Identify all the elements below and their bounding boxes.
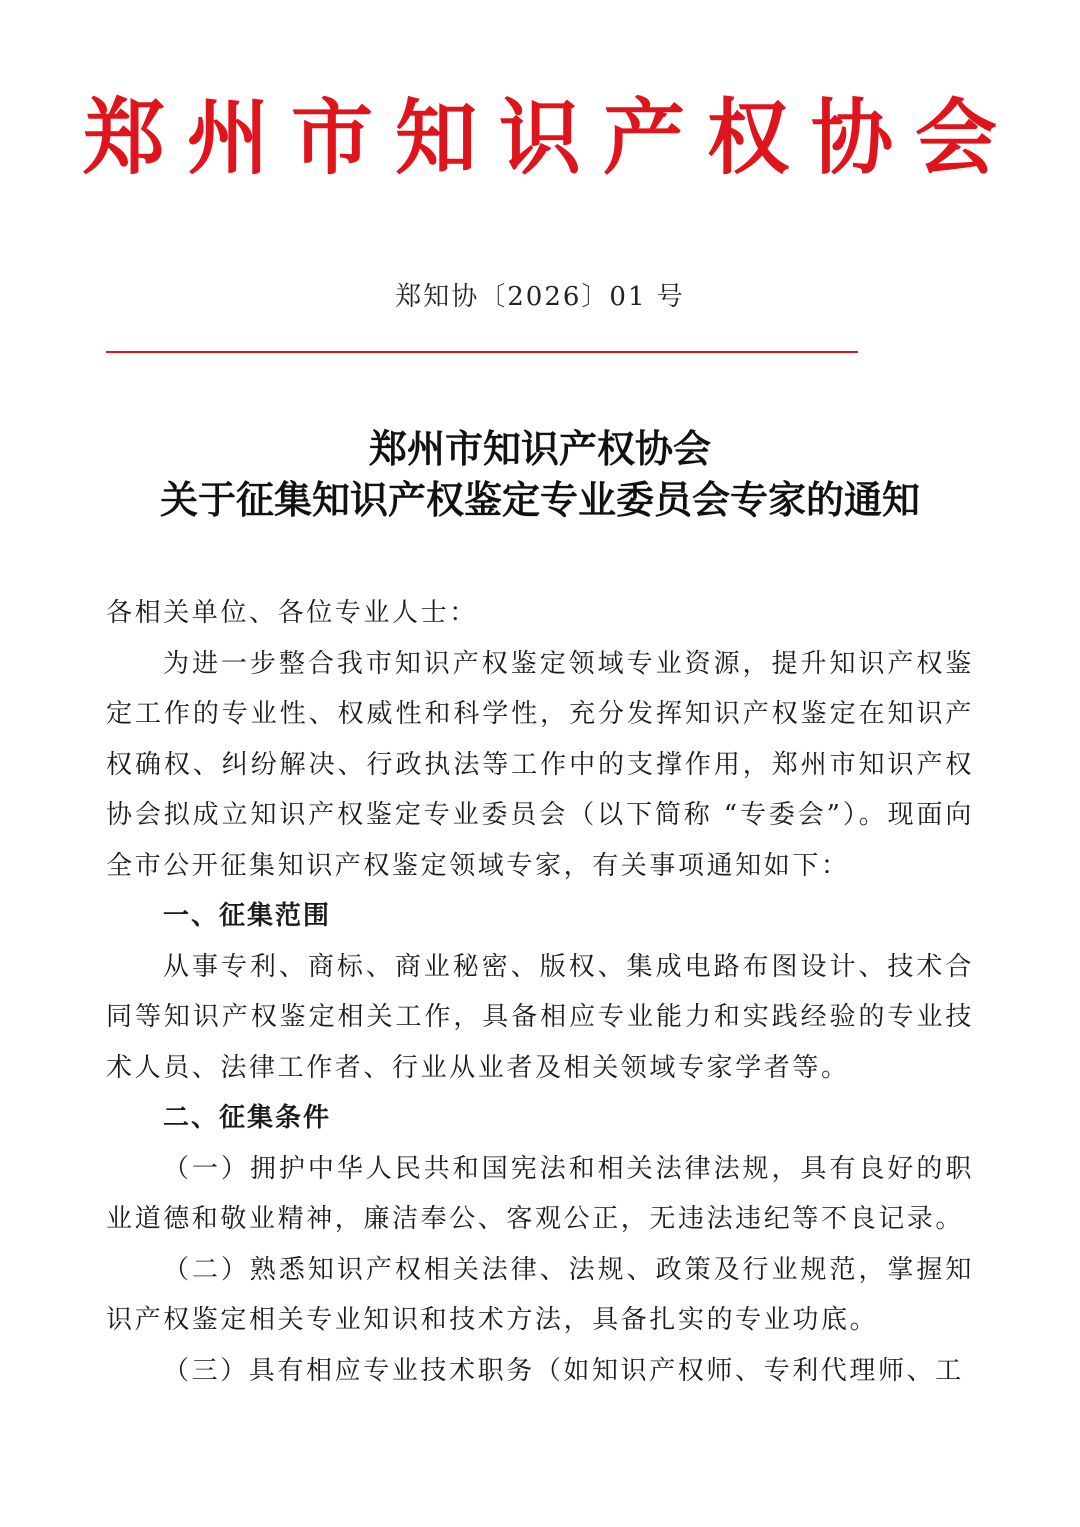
salutation: 各相关单位、各位专业人士：	[106, 598, 478, 628]
intro-paragraph: 为进一步整合我市知识产权鉴定领域专业资源，提升知识产权鉴定工作的专业性、权威性和科学性，充分发挥知识产权鉴定在知识产权确权、纠纷解决、行政执法等工作中的支撑作用，郑州市知识产权协会拟成立知识产权鉴定专业委员会（以下简称 “专委会”）。现面向全市公开征集知识产权鉴定领域专家，有关事项通知如下：	[106, 648, 974, 881]
document-number: 郑知协〔2026〕01 号	[395, 282, 685, 312]
masthead-org-name: 郑州市知识产权协会	[82, 91, 1019, 186]
red-divider-line	[106, 351, 858, 353]
notice-title-line-2: 关于征集知识产权鉴定专业委员会专家的通知	[159, 477, 920, 522]
notice-title-line-1: 郑州市知识产权协会	[368, 426, 711, 471]
section-heading-conditions: 二、征集条件	[163, 1103, 332, 1133]
condition-item-2: （二）熟悉知识产权相关法律、法规、政策及行业规范，掌握知识产权鉴定相关专业知识和技术方法，具备扎实的专业功底。	[106, 1254, 974, 1335]
scope-paragraph: 从事专利、商标、商业秘密、版权、集成电路布图设计、技术合同等知识产权鉴定相关工作，具备相应专业能力和实践经验的专业技术人员、法律工作者、行业从业者及相关领域专家学者等。	[106, 951, 974, 1083]
section-heading-scope: 一、征集范围	[163, 901, 332, 931]
notice-body	[106, 588, 974, 1396]
condition-item-1: （一）拥护中华人民共和国宪法和相关法律法规，具有良好的职业道德和敬业精神，廉洁奉公、客观公正，无违法违纪等不良记录。	[106, 1153, 974, 1234]
condition-item-3: （三）具有相应专业技术职务（如知识产权师、专利代理师、工	[163, 1355, 964, 1386]
